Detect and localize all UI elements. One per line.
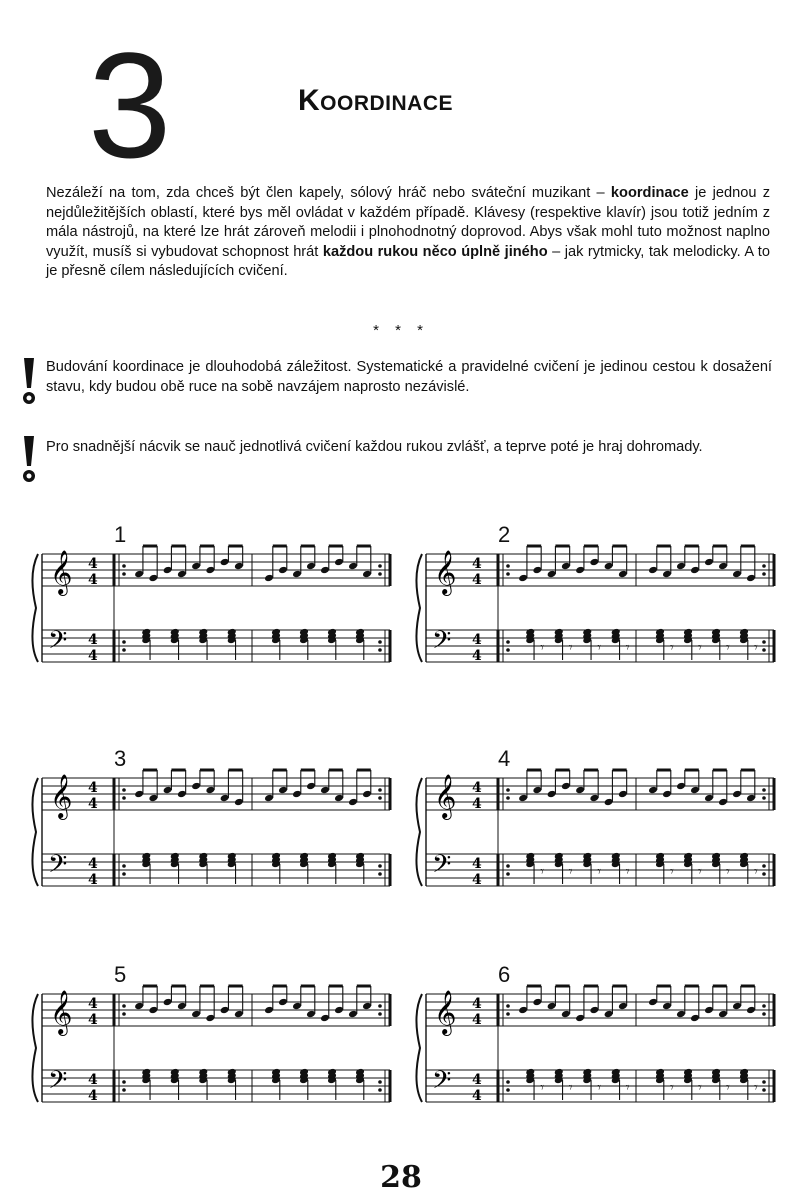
section-separator: * * * (373, 322, 429, 339)
treble-clef-icon: 𝄞 (50, 774, 73, 818)
repeat-dot (122, 1080, 126, 1084)
exercise-4 (412, 744, 790, 924)
repeat-dot (122, 872, 126, 876)
exercise-1 (28, 520, 406, 700)
time-signature-bottom: 4 (472, 1088, 482, 1104)
exercise-number: 4 (498, 746, 511, 771)
repeat-dot (506, 864, 510, 868)
repeat-dot (762, 1004, 766, 1008)
repeat-dot (378, 1080, 382, 1084)
rest-symbol: 𝄾 (754, 1080, 758, 1096)
intro-bold-1: koordinace (610, 185, 689, 201)
intro-paragraph (46, 184, 770, 282)
repeat-dot (506, 796, 510, 800)
repeat-dot (378, 796, 382, 800)
intro-bold-2: každou rukou něco úplně jiného (322, 243, 548, 260)
time-signature-top: 4 (472, 856, 482, 872)
rest-symbol: 𝄾 (540, 1080, 544, 1096)
exclamation-icon (18, 434, 40, 486)
repeat-dot (762, 640, 766, 644)
repeat-dot (762, 796, 766, 800)
repeat-dot (122, 648, 126, 652)
rest-symbol: 𝄾 (670, 864, 674, 880)
repeat-dot (762, 1012, 766, 1016)
repeat-dot (122, 1004, 126, 1008)
time-signature-bottom: 4 (88, 1012, 98, 1028)
repeat-dot (378, 648, 382, 652)
note-paragraph: Budování koordinace je dlouhodobá záležitost. Systematické a pravidelné cvičení je jedinou cestou k dosažení stavu, kdy budou obě ruce na sobě navzájem naprosto nezávislé. (46, 359, 772, 395)
repeat-dot (506, 572, 510, 576)
brace (416, 554, 422, 662)
repeat-dot (378, 1004, 382, 1008)
rest-symbol: 𝄾 (726, 640, 730, 656)
brace (416, 994, 422, 1102)
bass-clef-icon: 𝄢 (432, 626, 452, 661)
treble-clef-icon: 𝄞 (434, 550, 457, 594)
time-signature-top: 4 (88, 632, 98, 648)
repeat-dot (122, 640, 126, 644)
repeat-dot (506, 872, 510, 876)
rest-symbol: 𝄾 (754, 640, 758, 656)
treble-clef-icon: 𝄞 (434, 774, 457, 818)
repeat-dot (762, 872, 766, 876)
repeat-dot (762, 572, 766, 576)
bass-clef-icon: 𝄢 (432, 1066, 452, 1101)
time-signature-top: 4 (472, 996, 482, 1012)
exercise-5 (28, 960, 406, 1140)
time-signature-top: 4 (88, 856, 98, 872)
time-signature-top: 4 (472, 1072, 482, 1088)
repeat-dot (378, 564, 382, 568)
chapter-title: Koordinace (298, 84, 454, 117)
repeat-dot (122, 1088, 126, 1092)
time-signature-bottom: 4 (88, 648, 98, 664)
rest-symbol: 𝄾 (698, 1080, 702, 1096)
time-signature-bottom: 4 (472, 1012, 482, 1028)
repeat-dot (122, 572, 126, 576)
time-signature-bottom: 4 (88, 1088, 98, 1104)
repeat-dot (122, 864, 126, 868)
time-signature-bottom: 4 (88, 872, 98, 888)
rest-symbol: 𝄾 (698, 864, 702, 880)
repeat-dot (506, 648, 510, 652)
repeat-dot (762, 1080, 766, 1084)
rest-symbol: 𝄾 (597, 640, 601, 656)
rest-symbol: 𝄾 (540, 640, 544, 656)
brace (32, 778, 38, 886)
repeat-dot (762, 864, 766, 868)
rest-symbol: 𝄾 (625, 640, 630, 656)
time-signature-bottom: 4 (88, 796, 98, 812)
time-signature-top: 4 (472, 632, 482, 648)
repeat-dot (378, 572, 382, 576)
note-paragraph: Pro snadnější nácvik se nauč jednotlivá cvičení každou rukou zvlášť, a teprve poté je hraj dohromady. (46, 439, 703, 455)
repeat-dot (506, 1012, 510, 1016)
rest-symbol: 𝄾 (726, 864, 730, 880)
time-signature-bottom: 4 (472, 796, 482, 812)
piano-score (412, 960, 790, 1140)
brace (32, 994, 38, 1102)
repeat-dot (762, 648, 766, 652)
repeat-dot (762, 564, 766, 568)
rest-symbol: 𝄾 (754, 864, 758, 880)
time-signature-top: 4 (472, 780, 482, 796)
repeat-dot (378, 640, 382, 644)
rest-symbol: 𝄾 (568, 864, 573, 880)
repeat-dot (378, 1088, 382, 1092)
repeat-dot (762, 1088, 766, 1092)
repeat-dot (506, 788, 510, 792)
exercise-6 (412, 960, 790, 1140)
rest-symbol: 𝄾 (568, 1080, 573, 1096)
rest-symbol: 𝄾 (540, 864, 544, 880)
time-signature-top: 4 (88, 1072, 98, 1088)
treble-clef-icon: 𝄞 (50, 550, 73, 594)
time-signature-top: 4 (88, 556, 98, 572)
rest-symbol: 𝄾 (597, 864, 601, 880)
page-number: 28 (380, 1160, 422, 1195)
exercise-3 (28, 744, 406, 924)
exercise-number: 3 (114, 746, 127, 771)
piano-score (28, 744, 406, 924)
repeat-dot (122, 564, 126, 568)
repeat-dot (122, 796, 126, 800)
bass-clef-icon: 𝄢 (48, 626, 68, 661)
exercise-number: 6 (498, 962, 511, 987)
rest-symbol: 𝄾 (625, 1080, 630, 1096)
treble-clef-icon: 𝄞 (434, 990, 457, 1034)
chapter-number: 3 (88, 21, 170, 189)
treble-clef-icon: 𝄞 (50, 990, 73, 1034)
rest-symbol: 𝄾 (597, 1080, 601, 1096)
time-signature-top: 4 (472, 556, 482, 572)
time-signature-bottom: 4 (472, 572, 482, 588)
rest-symbol: 𝄾 (568, 640, 573, 656)
exclamation-icon (18, 356, 40, 408)
piano-score (412, 520, 790, 700)
bass-clef-icon: 𝄢 (432, 850, 452, 885)
repeat-dot (506, 564, 510, 568)
exercise-2 (412, 520, 790, 700)
rest-symbol: 𝄾 (726, 1080, 730, 1096)
time-signature-top: 4 (88, 780, 98, 796)
time-signature-bottom: 4 (88, 572, 98, 588)
repeat-dot (122, 788, 126, 792)
time-signature-top: 4 (88, 996, 98, 1012)
time-signature-bottom: 4 (472, 648, 482, 664)
rest-symbol: 𝄾 (698, 640, 702, 656)
rest-symbol: 𝄾 (670, 640, 674, 656)
repeat-dot (506, 640, 510, 644)
repeat-dot (378, 788, 382, 792)
bass-clef-icon: 𝄢 (48, 850, 68, 885)
rest-symbol: 𝄾 (625, 864, 630, 880)
time-signature-bottom: 4 (472, 872, 482, 888)
repeat-dot (506, 1088, 510, 1092)
repeat-dot (762, 788, 766, 792)
repeat-dot (506, 1004, 510, 1008)
repeat-dot (122, 1012, 126, 1016)
piano-score (28, 520, 406, 700)
repeat-dot (378, 1012, 382, 1016)
intro-text-2: je jednou z nejdůležitějších oblastí, které bys měl ovládat v každém případě. Klávesy (respektive klavír) jsou totiž jedním z mála nástrojů, na které lze hrát zároveň melodii i plnohodnotný doprovod. Abys však mohl tuto možnost naplno využít, musíš si vybudovat schopnost hrát (46, 185, 770, 260)
exercise-number: 5 (114, 962, 127, 987)
piano-score (412, 744, 790, 924)
rest-symbol: 𝄾 (670, 1080, 674, 1096)
repeat-dot (506, 1080, 510, 1084)
repeat-dot (378, 864, 382, 868)
exercise-number: 2 (498, 522, 511, 547)
bass-clef-icon: 𝄢 (48, 1066, 68, 1101)
exercise-number: 1 (114, 522, 127, 547)
piano-score (28, 960, 406, 1140)
brace (416, 778, 422, 886)
intro-text-1: Nezáleží na tom, zda chceš být člen kapely, sólový hráč nebo sváteční muzikant – (46, 185, 611, 201)
brace (32, 554, 38, 662)
intro-text-3: – jak rytmicky, tak melodicky. A to je přesně cílem následujících cvičení. (46, 243, 770, 280)
repeat-dot (378, 872, 382, 876)
